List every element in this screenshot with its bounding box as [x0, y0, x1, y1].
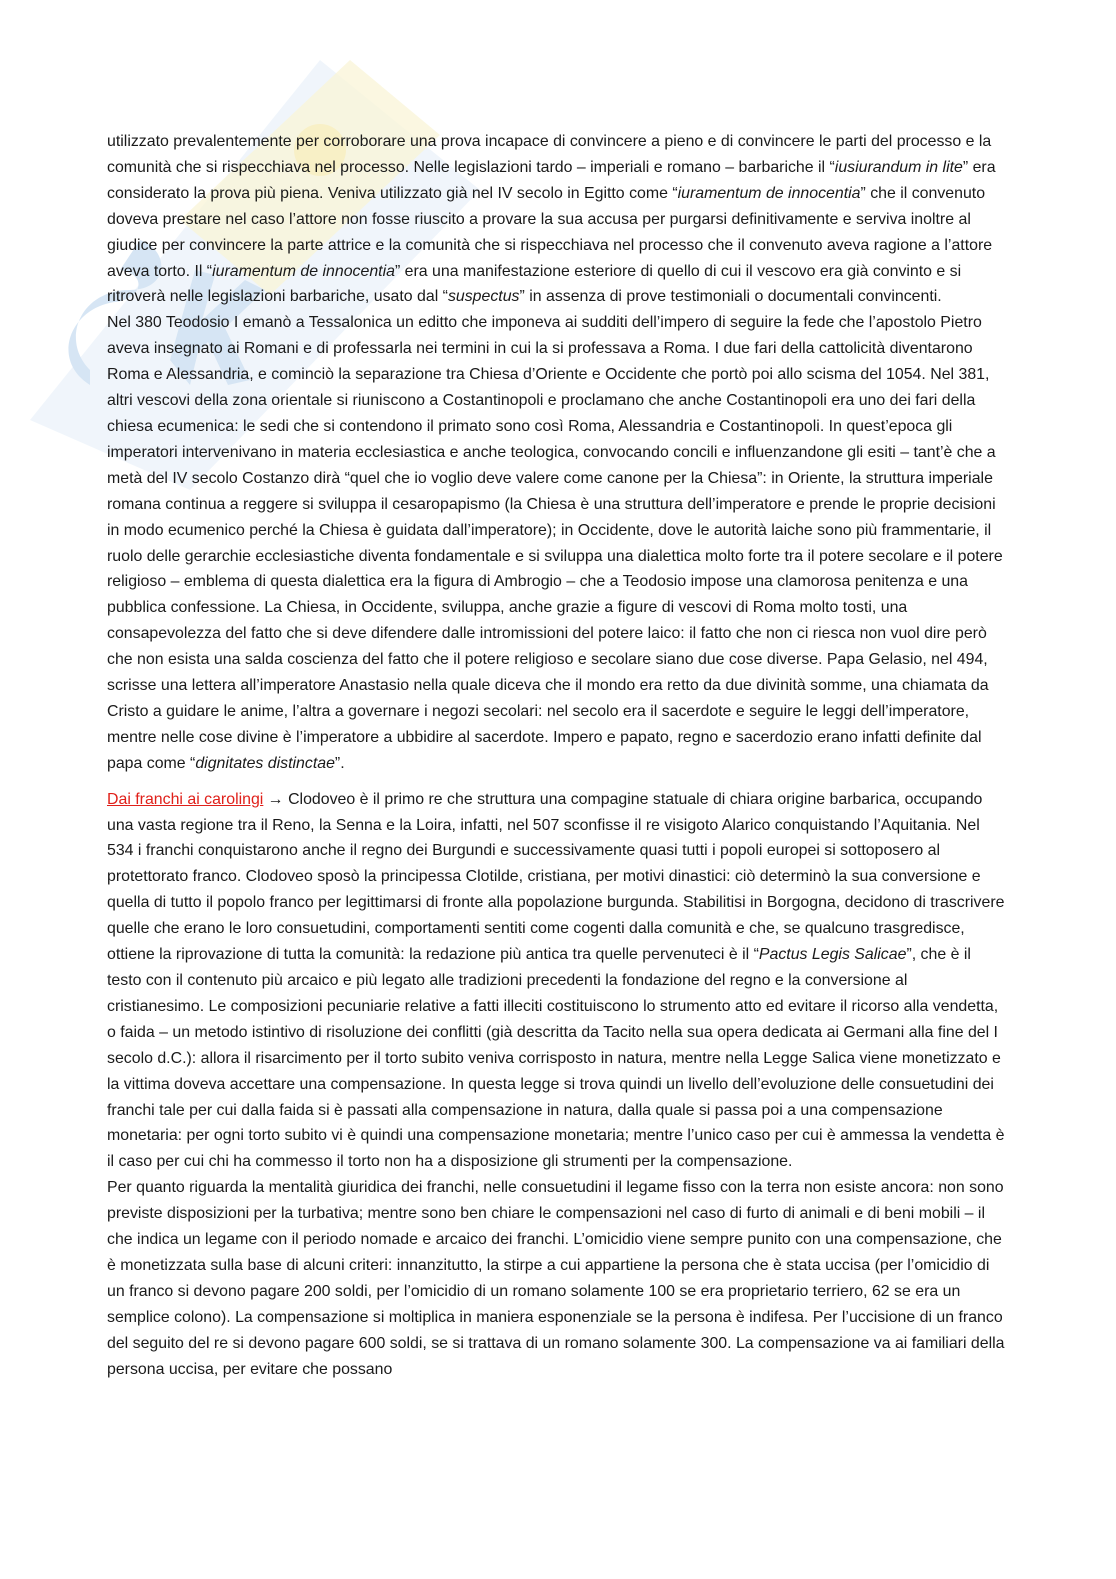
- latin-term: Pactus Legis Salicae: [758, 946, 907, 964]
- paragraph: [107, 310, 1007, 776]
- paragraph-text: Clodoveo è il primo re che struttura una compagine statuale di chiara origine barbarica, occupando una vasta regione tra il Reno, la Senna e la Loira, infatti, nel 507 sconfisse il re visigoto Alarico conquistando l’Aquitania. Nel 534 i franchi conquistarono anche il regno dei Burgundi e successivamente quasi tutti i popoli europei si sottoposero al protettorato franco. Clodoveo sposò la principessa Clotilde, cristiana, per motivi dinastici: ciò determinò la sua conversione e quella di tutto il popolo franco per legittimarsi di fronte alla popolazione burgunda. Stabilitisi in Borgogna, decidono di trascrivere quelle che erano le loro consuetudini, comportamenti sentiti come cogenti dalla comunità e che, se qualcuno trasgredisce, ottiene la riprovazione di tutta la comunità: la redazione più antica tra quelle pervenuteci è il “: [107, 790, 1005, 964]
- section-heading-link[interactable]: Dai franchi ai carolingi: [107, 790, 264, 808]
- paragraph-text: utilizzato prevalentemente per corroborare una prova incapace di convincere a pieno e di convincere le parti del processo e la comunità che si rispecchiava nel processo. Nelle legislazioni tardo – imperiali e romano – barbariche il “: [107, 133, 992, 176]
- paragraph: [107, 1175, 1007, 1382]
- paragraph-text: ”.: [334, 754, 345, 772]
- paragraph: [107, 129, 1007, 310]
- paragraph-text: ” era considerato la prova più piena. Veniva utilizzato già nel IV secolo in Egitto come “: [107, 158, 996, 202]
- paragraph: [107, 787, 1007, 1176]
- latin-term: suspectus: [447, 288, 520, 306]
- paragraph-text: ” era una manifestazione esteriore di quello di cui il vescovo era già convinto e si ritroverà nelle legislazioni barbariche, usato dal “: [107, 262, 962, 306]
- paragraph-text: ” in assenza di prove testimoniali o documentali convincenti.: [519, 288, 942, 306]
- latin-term: iuramentum de innocentia: [677, 184, 861, 202]
- paragraph-text: Nel 380 Teodosio I emanò a Tessalonica un editto che imponeva ai sudditi dell’impero di seguire la fede che l’apostolo Pietro aveva insegnato ai Romani e di professarla nei termini in cui la si professava a Roma. I due fari della cattolicità diventarono Roma e Alessandria, e cominciò la separazione tra Chiesa d’Oriente e Occidente che portò poi allo scisma del 1054. Nel 381, altri vescovi della zona orientale si riuniscono a Costantinopoli e proclamano che anche Costantinopoli era uno dei fari della chiesa ecumenica: le sedi che si contendono il primato sono così Roma, Alessandria e Costantinopoli. In quest’epoca gli imperatori intervenivano in materia ecclesiastica e anche teologica, convocando concili e influenzandone gli esiti – tant’è che a metà del IV secolo Costanzo dirà “quel che io voglio deve valere come canone per la Chiesa”: in Oriente, la struttura imperiale romana continua a reggere si sviluppa il cesaropapismo (la Chiesa è una struttura dell’imperatore e prende le proprie decisioni in modo ecumenico perché la Chiesa è guidata dall’imperatore); in Occidente, dove le autorità laiche sono più frammentarie, il ruolo delle gerarchie ecclesiastiche diventa fondamentale e si sviluppa una dialettica molto forte tra il potere secolare e il potere religioso – emblema di questa dialettica era la figura di Ambrogio – che a Teodosio impose una clamorosa penitenza e una pubblica confessione. La Chiesa, in Occidente, sviluppa, anche grazie a figure di vescovi di Roma molto tosti, una consapevolezza del fatto che si deve difendere dalle intromissioni del potere laico: il fatto che non ci riesca non vuol dire però che non esista una salda coscienza del fatto che il potere religioso e secolare siano due cose diverse. Papa Gelasio, nel 494, scrisse una lettera all’imperatore Anastasio nella quale diceva che il mondo era retto da due divinità somme, una chiamata da Cristo a guidare le anime, l’altra a governare i negozi secolari: nel secolo era il sacerdote e seguire le leggi dell’imperatore, mentre nelle cose divine è l’imperatore a ubbidire al sacerdote. Impero e papato, regno e sacerdozio erano infatti definite dal papa come “: [107, 314, 1003, 772]
- paragraph-text: Per quanto riguarda la mentalità giuridica dei franchi, nelle consuetudini il legame fisso con la terra non esiste ancora: non sono previste disposizioni per la turbativa; mentre sono ben chiare le compensazioni nel caso di furto di animali e di beni mobili – il che indica un legame con il periodo nomade e arcaico dei franchi. L’omicidio viene sempre punito con una compensazione, che è monetizzata sulla base di alcuni criteri: innanzitutto, la stirpe a cui appartiene la persona che è stata uccisa (per l’omicidio di un franco si devono pagare 200 soldi, per l’omicidio di un romano solamente 100 se era proprietario terriero, 62 se era un semplice colono). La compensazione si moltiplica in maniera esponenziale se la persona è indifesa. Per l’uccisione di un franco del seguito del re si devono pagare 600 soldi, se si trattava di un romano solamente 300. La compensazione va ai familiari della persona uccisa, per evitare che possano: [107, 1179, 1005, 1378]
- paragraph-text: ” che il convenuto doveva prestare nel caso l’attore non fosse riuscito a provare la sua accusa per purgarsi definitivamente e serviva inoltre al giudice per convincere la parte attrice e la comunità che si rispecchiava nel processo che il convenuto aveva ragione a l’attore aveva torto. Il “: [107, 184, 993, 280]
- latin-term: iuramentum de innocentia: [212, 262, 395, 280]
- latin-term: dignitates distinctae: [195, 754, 335, 772]
- latin-term: iusiurandum in lite: [834, 158, 963, 176]
- document-page: [107, 129, 1007, 1383]
- paragraph-text: ”, che è il testo con il contenuto più arcaico e più legato alle tradizioni precedenti la fondazione del regno e la conversione al cristianesimo. Le composizioni pecuniarie relative a fatti illeciti costituiscono lo strumento atto ed evitare il ricorso alla vendetta, o faida – un metodo istintivo di risoluzione dei conflitti (già descritta da Tacito nella sua opera dedicata ai Germani alla fine del I secolo d.C.): allora il risarcimento per il torto subito veniva corrisposto in natura, mentre nella Legge Salica viene monetizzato e la vittima doveva accettare una compensazione. In questa legge si trova quindi un livello dell’evoluzione delle consuetudini dei franchi tale per cui dalla faida si è passati alla compensazione in natura, dalla quale si passa poi a una compensazione monetaria: per ogni torto subito vi è quindi una compensazione monetaria; mentre l’unico caso per cui è ammessa la vendetta è il caso per cui chi ha commesso il torto non ha a disposizione gli strumenti per la compensazione.: [107, 946, 1005, 1171]
- arrow-glyph: →: [263, 790, 289, 808]
